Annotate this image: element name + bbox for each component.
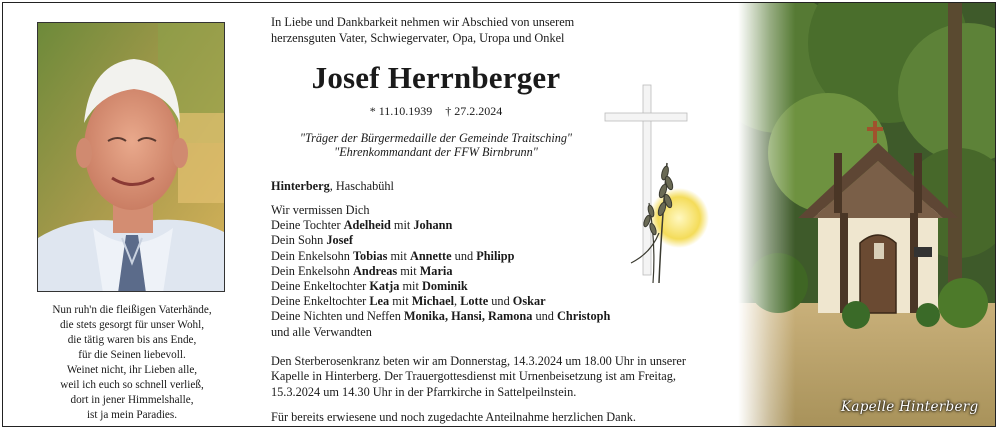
- family-relation: ,: [454, 294, 461, 309]
- family-relation: mit: [387, 248, 410, 263]
- poem-line: die stets gesorgt für unser Wohl,: [59, 319, 205, 331]
- thanks-line: Für bereits erwiesene und noch zugedachte Anteilnahme herzlichen Dank.: [271, 410, 637, 425]
- poem-line: Nun ruh'n die fleißigen Vaterhände,: [52, 304, 212, 316]
- family-member-line: [271, 309, 741, 324]
- family-relation: Dein Enkelsohn: [271, 248, 353, 263]
- place-town: Hinterberg: [271, 179, 330, 193]
- family-name: Maria: [419, 263, 453, 278]
- family-name: Tobias: [352, 248, 388, 263]
- family-member-line: [271, 325, 741, 340]
- intro-line: In Liebe und Dankbarkeit nehmen wir Abschied von unserem: [271, 15, 575, 29]
- family-relation: Deine Enkeltochter: [271, 294, 370, 309]
- family-name: Dominik: [421, 279, 468, 294]
- poem-line: für die Seinen liebevoll.: [78, 349, 186, 361]
- photo-caption: Kapelle Hinterberg: [841, 399, 979, 415]
- family-relation: und: [532, 309, 558, 324]
- family-name: Michael: [411, 294, 455, 309]
- honor-line: "Ehrenkommandant der FFW Birnbrunn": [334, 145, 538, 159]
- family-name: Philipp: [476, 248, 515, 263]
- family-member-line: [271, 294, 741, 309]
- poem-line: weil ich euch so schnell verließ,: [60, 379, 204, 391]
- family-relation: mit: [389, 294, 412, 309]
- chapel-photo: [738, 3, 996, 427]
- family-name: Josef: [326, 233, 353, 248]
- family-relation: und: [488, 294, 513, 309]
- poem-line: dort in jener Himmelshalle,: [70, 394, 194, 406]
- family-name: Monika, Hansi, Ramona: [403, 309, 533, 324]
- family-name: Lotte: [460, 294, 489, 309]
- family-relation: Deine Enkeltochter: [271, 279, 370, 294]
- notice-line: 15.3.2024 um 14.30 Uhr in der Pfarrkirche in Sattelpeilnstein.: [271, 384, 577, 399]
- birth-date: * 11.10.1939: [369, 104, 433, 118]
- poem-line: Weinet nicht, ihr Lieben alle,: [66, 364, 198, 376]
- honors: [271, 131, 601, 159]
- service-notice: [271, 354, 741, 401]
- life-dates: [271, 104, 601, 119]
- family-relation: Dein Enkelsohn: [271, 263, 353, 278]
- family-relation: mit: [390, 218, 414, 233]
- honor-line: "Träger der Bürgermedaille der Gemeinde Traitsching": [299, 131, 573, 145]
- family-name: Lea: [369, 294, 390, 309]
- family-relation: mit: [397, 263, 420, 278]
- intro-text: [271, 14, 741, 46]
- poem: [27, 303, 237, 423]
- portrait-photo: [37, 22, 225, 292]
- notice-line: Kapelle in Hinterberg. Der Trauergottesdienst mit Urnenbeisetzung ist am Freitag,: [271, 369, 676, 384]
- family-name: Johann: [413, 218, 453, 233]
- cross-with-wheat-icon: [601, 83, 711, 293]
- notice-line: Den Sterberosenkranz beten wir am Donnerstag, 14.3.2024 um 18.00 Uhr in unserer: [271, 353, 686, 368]
- family-name: Andreas: [352, 263, 398, 278]
- family-name: Oskar: [512, 294, 546, 309]
- family-name: Katja: [369, 279, 400, 294]
- family-relation: mit: [399, 279, 422, 294]
- deceased-name: Josef Herrnberger: [311, 60, 561, 95]
- family-relation: Dein Sohn: [271, 233, 327, 248]
- family-name: Annette: [409, 248, 452, 263]
- poem-line: die tätig waren bis ans Ende,: [67, 334, 197, 346]
- family-relation: Deine Nichten und Neffen: [271, 309, 404, 324]
- intro-line: herzensguten Vater, Schwiegervater, Opa, Uropa und Onkel: [271, 31, 565, 45]
- miss-line: Wir vermissen Dich: [271, 203, 370, 217]
- family-name: Christoph: [557, 309, 611, 324]
- family-relation: Deine Tochter: [271, 218, 344, 233]
- poem-line: ist ja mein Paradies.: [86, 409, 178, 421]
- family-relation: und: [451, 248, 477, 263]
- family-name: Adelheid: [343, 218, 391, 233]
- family-relation: und alle Verwandten: [271, 324, 372, 339]
- place-rest: , Haschabühl: [329, 179, 394, 193]
- death-date: † 27.2.2024: [445, 104, 503, 118]
- obituary-card: [2, 2, 996, 427]
